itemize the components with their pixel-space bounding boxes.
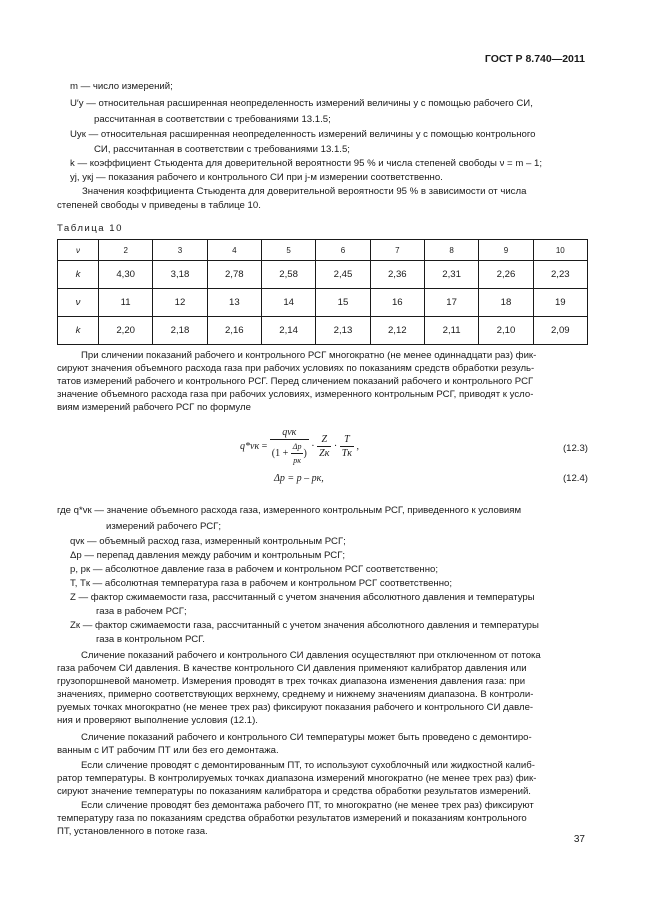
paragraph-1	[57, 349, 588, 414]
table-caption: Таблица 10	[57, 223, 123, 234]
table-cell: 4	[207, 240, 261, 261]
text-line: сируют значения объемного расхода газа при рабочих условиях по показаниям средств обработки резуль-	[57, 363, 535, 374]
def-line: Z — фактор сжимаемости газа, рассчитанный с учетом значения абсолютного давления и температуры	[70, 592, 535, 603]
formula-lhs: q*vк	[240, 440, 260, 452]
def-line: k — коэффициент Стьюдента для доверительной вероятности 95 % и числа степеней свободы ν = m – 1;	[70, 158, 542, 169]
table-cell: k	[58, 261, 99, 289]
formula-z-num: Z	[317, 433, 331, 447]
formula-inner-num: Δp	[291, 440, 304, 454]
table-cell: 2,26	[479, 261, 533, 289]
formula-den-left: 1 +	[275, 447, 289, 459]
table-row	[58, 317, 588, 345]
text-line: ПТ, установленного в потоке газа.	[57, 826, 208, 837]
text-line: Если сличение проводят без демонтажа рабочего ПТ, то многократно (не менее трех раз) фиксируют	[81, 800, 534, 811]
text-line: значение объемного расхода газа при рабочих условиях, измеренного контрольным РСГ, приводят к усло-	[57, 389, 534, 400]
table-cell: 10	[533, 240, 587, 261]
text-line: температуру газа по показаниям средства обработки результатов измерений и показаниям контрольного	[57, 813, 527, 824]
def-line: измерений рабочего РСГ;	[106, 521, 222, 532]
formula-t-num: T	[340, 433, 354, 447]
formula-main-fraction	[270, 426, 309, 467]
def-line: степеней свободы ν приведены в таблице 10.	[57, 200, 261, 211]
table-cell: 12	[153, 289, 207, 317]
equation-number: (12.3)	[562, 443, 588, 454]
table-cell: 3	[153, 240, 207, 261]
def-line: Δp — перепад давления между рабочим и контрольным РСГ;	[70, 550, 346, 561]
table-cell: 2,36	[370, 261, 424, 289]
text-line: татов измерений рабочего и контрольного РСГ. Перед сличением показаний рабочего и контрольного РСГ	[57, 376, 534, 387]
table-cell: 2,11	[424, 317, 478, 345]
formula-12-4: Δp = p – pк,	[274, 473, 324, 484]
table-cell: 2,14	[261, 317, 315, 345]
def-line: Uук — относительная расширенная неопределенность измерений величины y с помощью контрольного	[70, 129, 536, 140]
table-cell: 2,13	[316, 317, 370, 345]
table-row	[58, 240, 588, 261]
table-cell: 2,18	[153, 317, 207, 345]
table-cell: 3,18	[153, 261, 207, 289]
table-cell: 18	[479, 289, 533, 317]
def-line: U′y — относительная расширенная неопределенность измерений величины y с помощью рабочего СИ,	[70, 98, 533, 109]
paragraph-4	[57, 759, 588, 798]
text-line: ратор температуры. В контролируемых точках диапазона измерений многократно (не менее трех раз) фик-	[57, 773, 537, 784]
def-line: где q*vк — значение объемного расхода газа, измеренного контрольным РСГ, приведенного к условиям	[57, 505, 522, 516]
text-line: Если сличение проводят с демонтированным ПТ, то используют сухоблочный или жидкостной калиб-	[81, 760, 535, 771]
formula-inner-fraction	[291, 440, 304, 467]
table-cell: 2,20	[99, 317, 153, 345]
text-line: ванным с ИТ рабочим ПТ или без его демонтажа.	[57, 745, 279, 756]
table-cell: 2,12	[370, 317, 424, 345]
table-cell: 2,31	[424, 261, 478, 289]
def-line: p, pк — абсолютное давление газа в рабочем и контрольном РСГ соответственно;	[70, 564, 439, 575]
table-cell: 15	[316, 289, 370, 317]
table-cell: 13	[207, 289, 261, 317]
def-line: m — число измерений;	[70, 81, 173, 92]
table-row	[58, 289, 588, 317]
def-line: газа в рабочем РСГ;	[96, 606, 187, 617]
def-line: газа в контрольном РСГ.	[96, 634, 205, 645]
table-cell: 2,45	[316, 261, 370, 289]
text-line: При сличении показаний рабочего и контрольного РСГ многократно (не менее одиннадцати раз) фик-	[81, 350, 537, 361]
table-cell: 19	[533, 289, 587, 317]
table-cell: 7	[370, 240, 424, 261]
text-line: ния и проверяют выполнение условия (12.1).	[57, 715, 258, 726]
table-cell: 4,30	[99, 261, 153, 289]
table-cell: 5	[261, 240, 315, 261]
table-cell: 2,58	[261, 261, 315, 289]
text-line: Сличение показаний рабочего и контрольного СИ температуры может быть проведено с демонтиро-	[81, 732, 532, 743]
table-cell: 6	[316, 240, 370, 261]
table-cell: ν	[58, 289, 99, 317]
table-cell: 8	[424, 240, 478, 261]
formula-denominator: (1 + $\frac{\Delta p}{pк}$ )	[271, 442, 307, 465]
document-header: ГОСТ Р 8.740—2011	[484, 53, 585, 65]
paragraph-3	[57, 731, 588, 757]
formula-12-3: q*vк = qvк (1 + $\frac{\Delta p}{pк}$ ) · $\frac{Z}{Zк}$ · $\frac{T}{Tк}$ ,	[240, 427, 359, 465]
def-line: Значения коэффициента Стьюдента для доверительной вероятности 95 % в зависимости от числа	[82, 186, 527, 197]
text-line: грузопоршневой манометр. Измерения проводят в трех точках диапазона изменения давления газа: при	[57, 676, 526, 687]
table-cell: 2,09	[533, 317, 587, 345]
def-line: СИ, рассчитанная в соответствии с требованиями 13.1.5;	[94, 144, 350, 155]
formula-numerator: qvк	[270, 426, 309, 440]
table-cell: 2,23	[533, 261, 587, 289]
def-line: yj, yкj — показания рабочего и контрольного СИ при j-м измерении соответственно.	[70, 172, 443, 183]
page-number: 37	[573, 834, 585, 845]
def-line: T, Tк — абсолютная температура газа в рабочем и контрольном РСГ соответственно;	[70, 578, 453, 589]
def-line: Zк — фактор сжимаемости газа, рассчитанный с учетом значения абсолютного давления и температуры	[70, 620, 539, 631]
text-line: значениях, примерно соответствующих верхнему, среднему и нижнему значениям диапазона. В контроли-	[57, 689, 534, 700]
equation-number: (12.4)	[562, 473, 588, 484]
def-line: qvк — объемный расход газа, измеренный контрольным РСГ;	[70, 536, 346, 547]
table-cell: 2	[99, 240, 153, 261]
formula-t-den: Tк	[341, 448, 352, 459]
table-row	[58, 261, 588, 289]
table-cell: 11	[99, 289, 153, 317]
text-line: сируют значение температуры по показаниям калибратора и средства обработки результатов измерений.	[57, 786, 531, 797]
formula-z-den: Zк	[319, 448, 330, 459]
paragraph-2	[57, 649, 588, 727]
text-line: виям измерений рабочего РСГ по формуле	[57, 402, 251, 413]
def-line: рассчитанная в соответствии с требованиями 13.1.5;	[94, 114, 331, 125]
table-cell: 17	[424, 289, 478, 317]
text-line: руемых точках многократно (не менее трех раз) фиксируют показания рабочего и контрольного СИ давле-	[57, 702, 534, 713]
table-cell: 14	[261, 289, 315, 317]
formula-z-fraction	[317, 433, 331, 460]
formula-inner-den: pк	[293, 456, 301, 465]
table-cell: 9	[479, 240, 533, 261]
table-cell: ν	[58, 240, 99, 261]
formula-t-fraction	[340, 433, 354, 460]
text-line: Сличение показаний рабочего и контрольного СИ давления осуществляют при отключенном от потока	[81, 650, 541, 661]
text-line: газа рабочем СИ давления. В качестве контрольного СИ давления применяют калибратор давления или	[57, 663, 527, 674]
table-cell: 2,16	[207, 317, 261, 345]
table-cell: k	[58, 317, 99, 345]
table-cell: 2,78	[207, 261, 261, 289]
student-coefficient-table	[57, 239, 588, 345]
table-cell: 2,10	[479, 317, 533, 345]
table-cell: 16	[370, 289, 424, 317]
paragraph-5	[57, 799, 588, 838]
